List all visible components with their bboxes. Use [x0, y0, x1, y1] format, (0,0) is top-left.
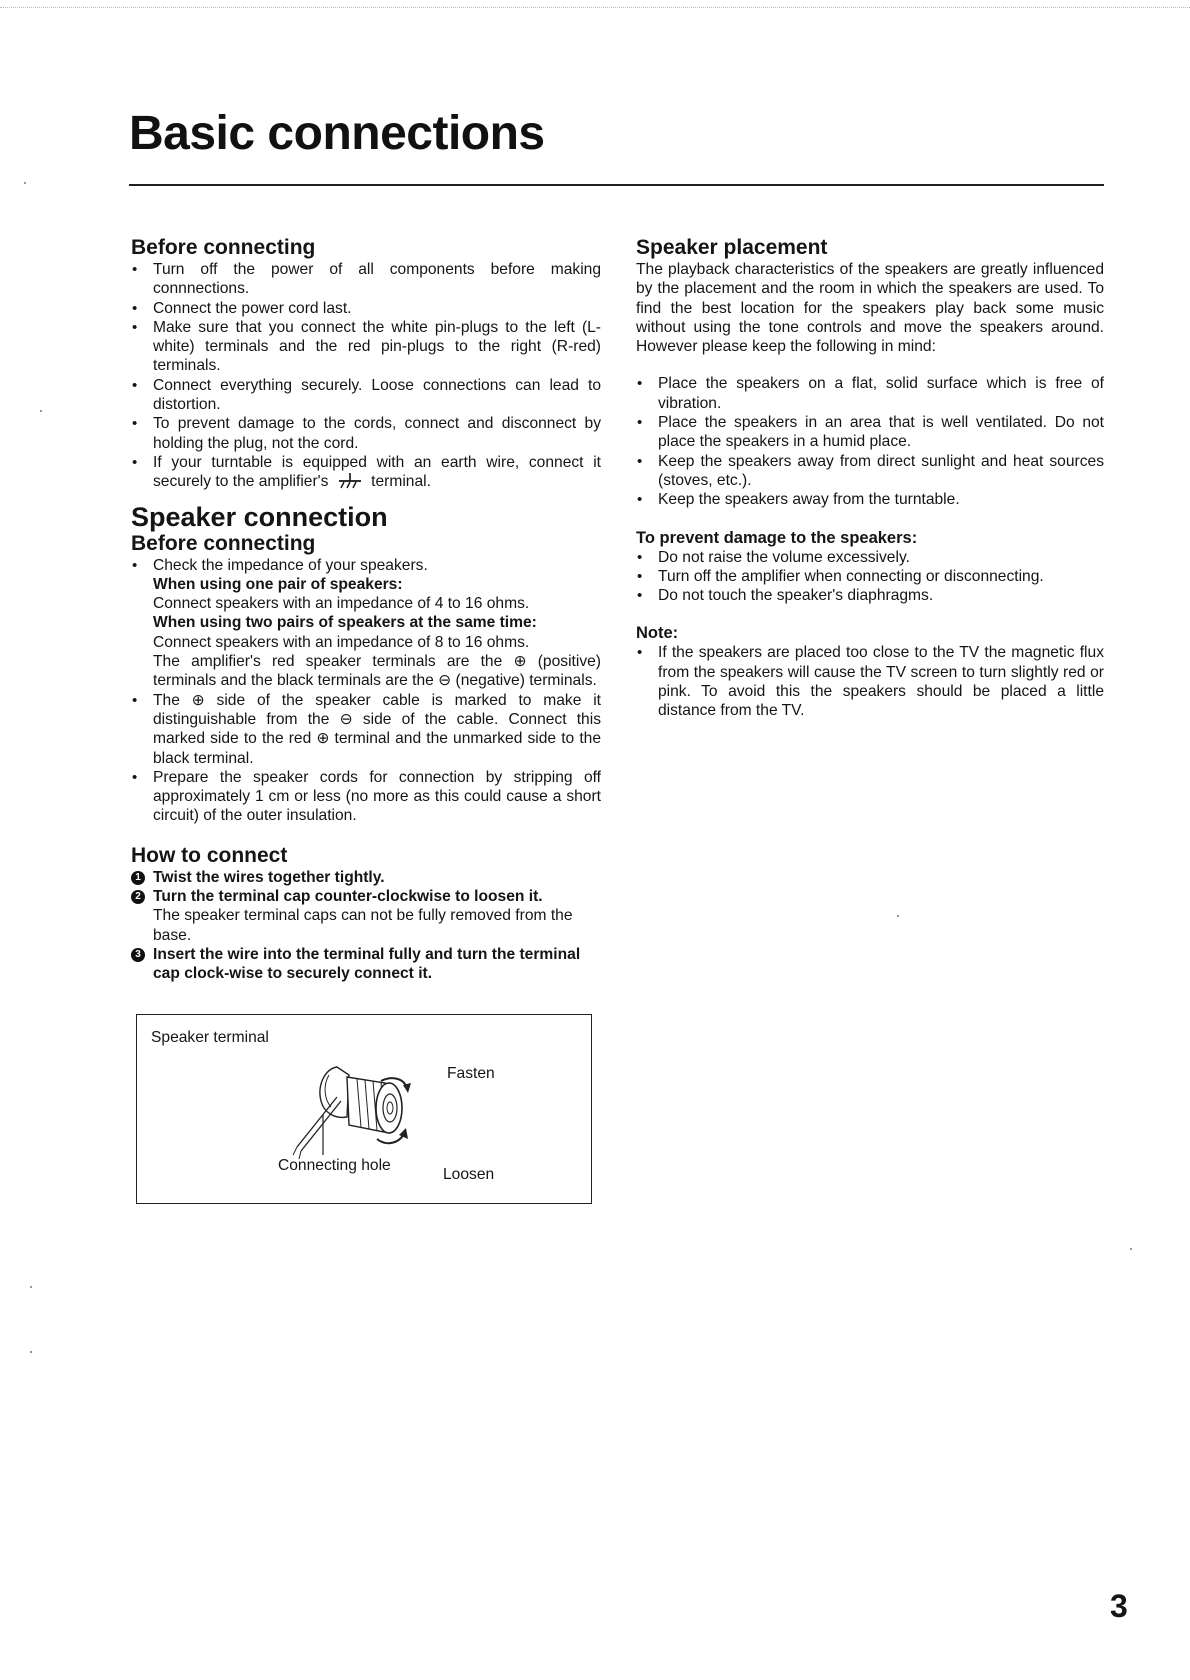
note-heading: Note:: [636, 624, 679, 643]
page-number: 3: [1110, 1588, 1128, 1624]
speaker-placement-intro: The playback characteristics of the speakers are greatly influenced by the placement and the room in which the speakers are used. To find the best location for the speakers play back some music without using the tone controls and move the speakers around. However please keep the following in mind:: [636, 261, 1104, 356]
how-to-connect-steps: [131, 868, 601, 984]
list-item: • If the speakers are placed too close to the TV the magnetic flux from the speakers will cause the TV screen to turn slightly red or pink. To avoid this the speakers should be placed a little distance from the TV.: [636, 643, 1104, 720]
step-text: Twist the wires together tightly.: [153, 868, 385, 886]
scan-speck: [897, 915, 899, 917]
list-item-earth: [131, 453, 601, 492]
page-title: Basic connections: [129, 107, 545, 160]
left-column: [131, 236, 601, 984]
list-item: • Keep the speakers away from the turntable.: [636, 490, 1104, 509]
list-item-impedance: [131, 556, 601, 691]
earth-ground-icon: [337, 473, 363, 489]
how-to-connect-heading: How to connect: [131, 843, 288, 867]
two-pairs-label: When using two pairs of speakers at the same time:: [153, 614, 537, 632]
step-note: The speaker terminal caps can not be fully removed from the base.: [153, 907, 573, 944]
check-impedance-text: • Check the impedance of your speakers.: [153, 556, 428, 574]
earth-text-end: terminal.: [371, 473, 431, 491]
note-section: [636, 623, 1104, 720]
earth-text-start: If your turntable is equipped with an earth wire, connect it securely to the amplifier's: [153, 453, 601, 491]
before-connecting-section: [131, 236, 601, 492]
before-connecting-list: [131, 260, 601, 492]
list-item: • Keep the speakers away from direct sunlight and heat sources (stoves, etc.).: [636, 452, 1104, 491]
scan-speck: [1130, 1248, 1132, 1250]
scan-speck: [30, 1351, 32, 1353]
step-text: Insert the wire into the terminal fully and turn the terminal cap clock-wise to securely connect it.: [153, 945, 581, 983]
title-divider: [129, 184, 1104, 186]
list-item: • Connect the power cord last.: [131, 299, 601, 318]
note-list: [636, 643, 1104, 720]
list-item: • Do not raise the volume excessively.: [636, 548, 1104, 567]
list-item: • The ⊕ side of the speaker cable is marked to make it distinguishable from the ⊖ side of the cable. Connect this marked side to the red ⊕ terminal and the unmarked side to the black terminal.: [131, 691, 601, 768]
list-item: • Do not touch the speaker's diaphragms.: [636, 586, 1104, 605]
one-pair-label: When using one pair of speakers:: [153, 575, 403, 593]
list-item: • Turn off the amplifier when connecting or disconnecting.: [636, 567, 1104, 586]
fasten-label: Fasten: [447, 1065, 495, 1082]
step-item: [131, 868, 601, 887]
speaker-connection-list: [131, 556, 601, 826]
right-column: [636, 236, 1104, 721]
prevent-damage-list: [636, 548, 1104, 606]
before-connecting-heading: Before connecting: [131, 236, 316, 259]
list-item: • Turn off the power of all components before making connnections.: [131, 260, 601, 299]
list-item: • Place the speakers on a flat, solid surface which is free of vibration.: [636, 374, 1104, 413]
step-item: [131, 887, 601, 945]
how-to-connect-section: [131, 844, 601, 984]
speaker-placement-heading: Speaker placement: [636, 236, 828, 259]
loosen-label: Loosen: [443, 1166, 495, 1183]
list-item: • Make sure that you connect the white pin-plugs to the left (L-white) terminals and the red pin-plugs to the right (R-red) terminals.: [131, 318, 601, 376]
figure-title: Speaker terminal: [151, 1029, 269, 1046]
speaker-connection-section: [131, 502, 601, 826]
step-number-badge: 1: [131, 871, 145, 885]
speaker-placement-list: [636, 374, 1104, 509]
scan-speck: [30, 1286, 32, 1288]
speaker-placement-section: [636, 236, 1104, 510]
list-item: • Prepare the speaker cords for connection by stripping off approximately 1 cm or less (no more as this could cause a short circuit) of the outer insulation.: [131, 768, 601, 826]
list-item: • To prevent damage to the cords, connect and disconnect by holding the plug, not the cord.: [131, 414, 601, 453]
speaker-terminal-drawing: [277, 1055, 447, 1165]
scan-speck: [24, 182, 26, 184]
step-number-badge: 2: [131, 890, 145, 904]
scan-speck: [40, 410, 42, 412]
one-pair-text: Connect speakers with an impedance of 4 to 16 ohms.: [153, 595, 530, 613]
step-item: [131, 945, 601, 984]
prevent-damage-section: [636, 528, 1104, 606]
speaker-connection-heading: Speaker connection: [131, 501, 388, 532]
speaker-terminal-figure: [136, 1014, 592, 1204]
connecting-hole-label: Connecting hole: [278, 1157, 391, 1174]
list-item: • Place the speakers in an area that is well ventilated. Do not place the speakers in a humid place.: [636, 413, 1104, 452]
step-number-badge: 3: [131, 948, 145, 962]
prevent-damage-heading: To prevent damage to the speakers:: [636, 528, 918, 547]
scan-edge-line: [0, 7, 1190, 8]
polarity-text: The amplifier's red speaker terminals are the ⊕ (positive) terminals and the black terminals are the ⊖ (negative) terminals.: [153, 653, 601, 690]
step-text: Turn the terminal cap counter-clockwise to loosen it.: [153, 888, 543, 906]
speaker-before-connecting-heading: Before connecting: [131, 531, 316, 555]
two-pairs-text: Connect speakers with an impedance of 8 to 16 ohms.: [153, 633, 530, 651]
list-item: • Connect everything securely. Loose connections can lead to distortion.: [131, 376, 601, 415]
